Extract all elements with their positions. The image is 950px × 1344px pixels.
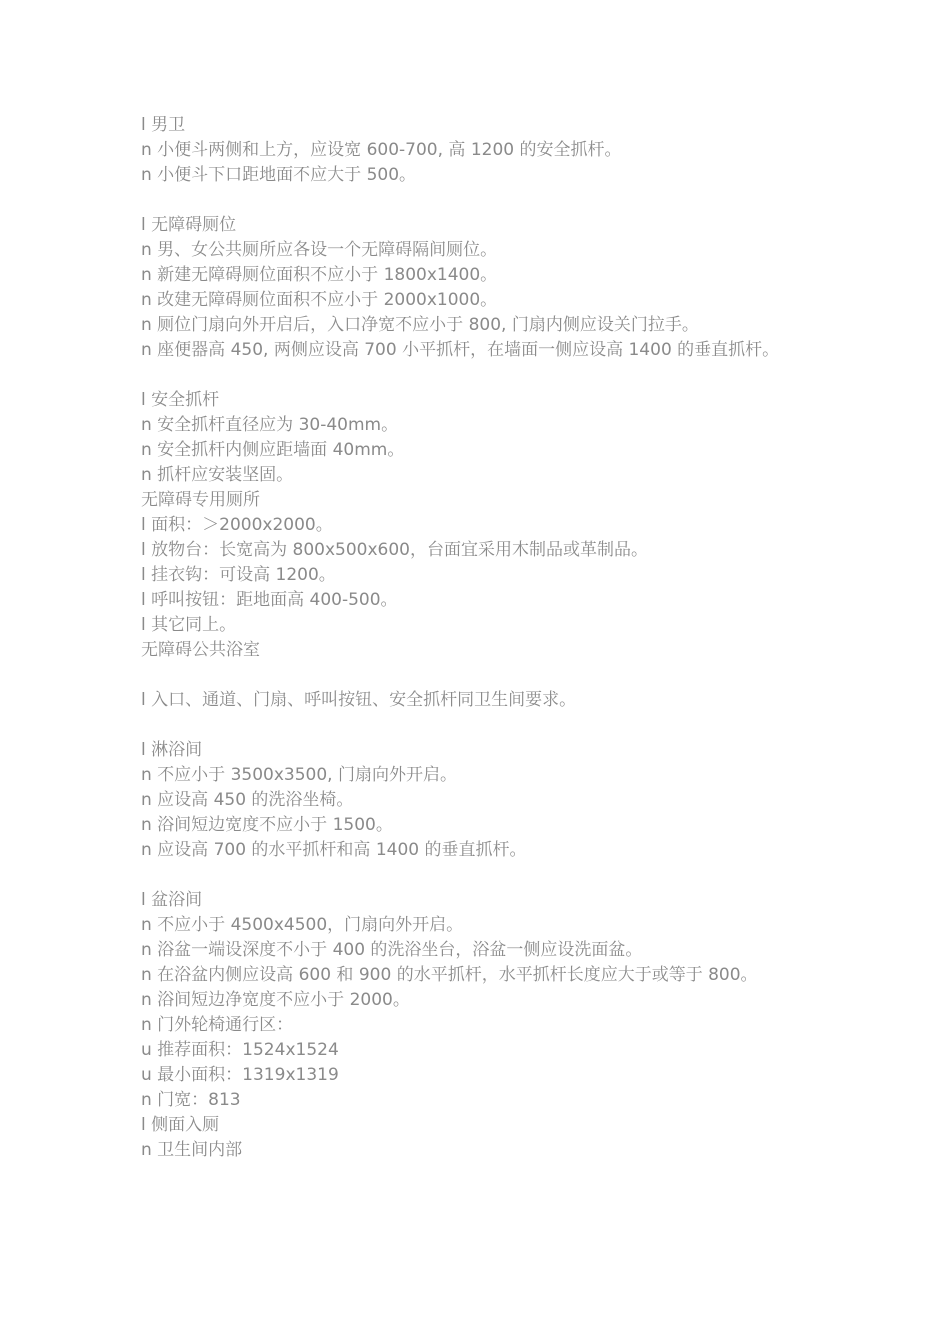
text-line: l 放物台：长宽高为 800x500x600，台面宜采用木制品或革制品。 [141, 540, 648, 560]
spacer [141, 188, 931, 213]
spacer [141, 713, 931, 738]
text-line: n 改建无障碍厕位面积不应小于 2000x1000。 [141, 290, 498, 310]
document-body [141, 113, 931, 1163]
text-line: n 座便器高 450, 两侧应设高 700 小平抓杆，在墙面一侧应设高 1400 的垂直抓杆。 [141, 340, 780, 360]
text-line: n 安全抓杆内侧应距墙面 40mm。 [141, 440, 405, 460]
text-line: n 浴间短边宽度不应小于 1500。 [141, 815, 393, 835]
text-line: n 抓杆应安装坚固。 [141, 465, 294, 485]
text-line: n 小便斗下口距地面不应大于 500。 [141, 165, 417, 185]
heading-accessible-stall: l 无障碍厕位 [141, 215, 237, 235]
text-line: n 新建无障碍厕位面积不应小于 1800x1400。 [141, 265, 498, 285]
text-line: l 入口、通道、门扇、呼叫按钮、安全抓杆同卫生间要求。 [141, 690, 577, 710]
text-line: n 不应小于 3500x3500, 门扇向外开启。 [141, 765, 457, 785]
heading-side-entry: l 侧面入厕 [141, 1115, 220, 1135]
text-line: l 挂衣钩：可设高 1200。 [141, 565, 336, 585]
text-line: n 在浴盆内侧应设高 600 和 900 的水平抓杆，水平抓杆长度应大于或等于 800。 [141, 965, 758, 985]
text-line: n 门宽：813 [141, 1090, 241, 1110]
heading-bathtub-room: l 盆浴间 [141, 890, 203, 910]
text-line: u 最小面积：1319x1319 [141, 1065, 339, 1085]
text-line: n 应设高 450 的洗浴坐椅。 [141, 790, 354, 810]
text-line: n 应设高 700 的水平抓杆和高 1400 的垂直抓杆。 [141, 840, 527, 860]
text-line: l 呼叫按钮：距地面高 400-500。 [141, 590, 398, 610]
text-line: n 浴盆一端设深度不小于 400 的洗浴坐台，浴盆一侧应设洗面盆。 [141, 940, 643, 960]
heading-shower-room: l 淋浴间 [141, 740, 203, 760]
section-title-accessible-toilet: 无障碍专用厕所 [141, 490, 260, 510]
text-line: n 男、女公共厕所应各设一个无障碍隔间厕位。 [141, 240, 498, 260]
text-line: n 门外轮椅通行区： [141, 1015, 294, 1035]
text-line: n 厕位门扇向外开启后，入口净宽不应小于 800, 门扇内侧应设关门拉手。 [141, 315, 699, 335]
text-line: n 卫生间内部 [141, 1140, 243, 1160]
text-line: n 不应小于 4500x4500，门扇向外开启。 [141, 915, 464, 935]
text-line: n 小便斗两侧和上方，应设宽 600-700, 高 1200 的安全抓杆。 [141, 140, 622, 160]
text-line: u 推荐面积：1524x1524 [141, 1040, 339, 1060]
spacer [141, 663, 931, 688]
text-line: l 面积：＞2000x2000。 [141, 515, 333, 535]
text-line: n 安全抓杆直径应为 30-40mm。 [141, 415, 399, 435]
heading-grab-bars: l 安全抓杆 [141, 390, 220, 410]
spacer [141, 363, 931, 388]
heading-mens-restroom: l 男卫 [141, 115, 186, 135]
section-title-accessible-bathroom: 无障碍公共浴室 [141, 640, 260, 660]
spacer [141, 863, 931, 888]
text-line: n 浴间短边净宽度不应小于 2000。 [141, 990, 410, 1010]
text-line: l 其它同上。 [141, 615, 237, 635]
